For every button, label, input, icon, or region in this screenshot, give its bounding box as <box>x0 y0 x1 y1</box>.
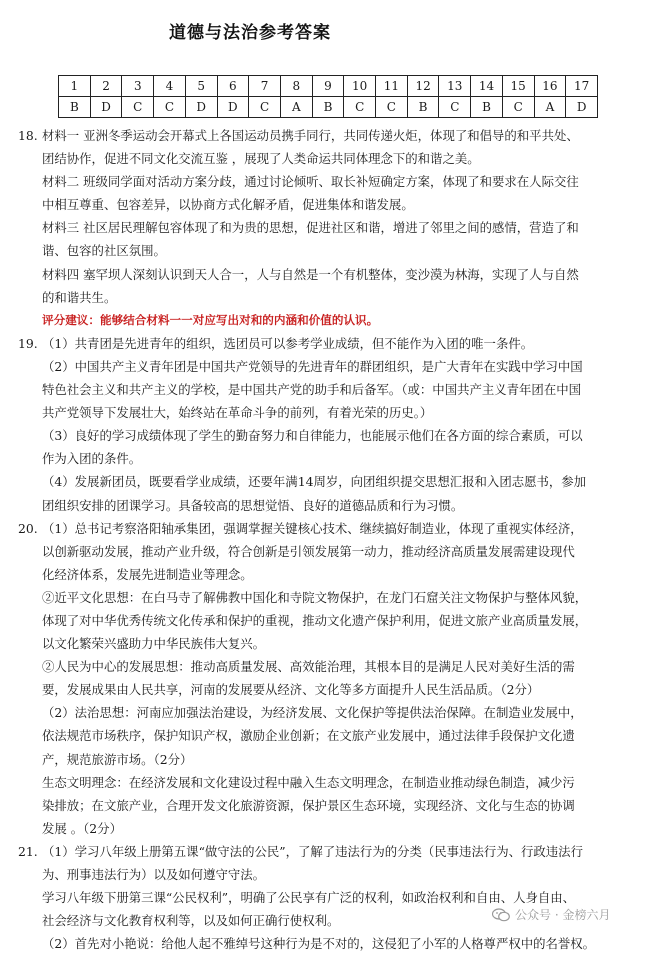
question-number: 12 <box>407 76 439 97</box>
question-number: 4 <box>154 76 186 97</box>
question-number: 8 <box>280 76 312 97</box>
watermark-text: 公众号 · 金榜六月 <box>515 908 611 922</box>
question-number: 14 <box>471 76 503 97</box>
question-number: 11 <box>376 76 408 97</box>
question-number: 13 <box>439 76 471 97</box>
answer-line: 以文化繁荣兴盛助力中华民族伟大复兴。 <box>42 636 266 652</box>
answer-line: 化经济体系，发展先进制造业等理念。 <box>42 566 253 582</box>
answer-line: （2）法治思想：河南应加强法治建设，为经济发展、文化保护等提供法治保障。在制造业发展中， <box>42 705 583 721</box>
page-title: 道德与法治参考答案 <box>169 23 331 43</box>
answer-letter: B <box>471 97 503 118</box>
question-number-label: 19. <box>18 335 38 351</box>
answer-letter: B <box>312 97 344 118</box>
question-21 <box>18 840 646 955</box>
answer-line: 材料四 塞罕坝人深刻认识到天人合一，人与自然是一个有机整体，变沙漠为林海，实现了人与自然 <box>42 266 579 282</box>
answer-line: 共产党领导下发展壮大，始终站在革命斗争的前列，有着光荣的历史。） <box>42 405 433 421</box>
answer-line: 的和谐共生。 <box>42 289 117 305</box>
answer-letter: C <box>122 97 154 118</box>
answer-line: （3）良好的学习成绩体现了学生的勤奋努力和自律能力，也能展示他们在各方面的综合素质，可以 <box>42 428 583 444</box>
scoring-note: 评分建议：能够结合材料一一对应写出对和的内涵和价值的认识。 <box>42 312 379 327</box>
question-number: 9 <box>312 76 344 97</box>
answer-line: 发展 。（2分） <box>42 820 122 836</box>
answer-line: 材料三 社区居民理解包容体现了和为贵的思想，促进社区和谐，增进了邻里之间的感情，营造了和 <box>42 220 579 236</box>
answer-content <box>18 124 646 955</box>
answer-letter: B <box>407 97 439 118</box>
question-number: 10 <box>344 76 376 97</box>
answer-line: 团组织安排的团课学习。具备较高的思想觉悟、良好的道德品质和行为习惯。 <box>42 497 464 513</box>
answer-letter: C <box>154 97 186 118</box>
answer-line: 中相互尊重、包容差异，以协商方式化解矛盾，促进集体和谐发展。 <box>42 197 414 213</box>
answer-letter: C <box>439 97 471 118</box>
question-number-label: 20. <box>18 520 38 536</box>
answer-line: 以创新驱动发展，推动产业升级，符合创新是引领发展第一动力，推动经济高质量发展需建设现代 <box>42 543 575 559</box>
answer-line: （2）中国共产主义青年团是中国共产党领导的先进青年的群团组织，是广大青年在实践中学习中国 <box>42 358 583 374</box>
question-number: 15 <box>502 76 534 97</box>
answer-line: 19. （1）共青团是先进青年的组织，选团员可以参考学业成绩，但不能作为入团的唯一条件。 <box>18 332 646 355</box>
answer-table-answer-row <box>59 97 598 118</box>
answer-line: 依法规范市场秩序，保护知识产权，激励企业创新；在文旅产业发展中，通过法律手段保护文化遗 <box>42 728 575 744</box>
answer-line: （4）发展新团员，既要看学业成绩，还要年满14周岁，向团组织提交思想汇报和入团志愿书，参加 <box>42 474 587 490</box>
answer-line: 生态文明理念：在经济发展和文化建设过程中融入生态文明理念，在制造业推动绿色制造，减少污 <box>42 774 575 790</box>
answer-line: 作为入团的条件。 <box>42 451 142 467</box>
answer-line: 20. （1）总书记考察洛阳轴承集团，强调掌握关键核心技术、继续搞好制造业，体现了重视实体经济， <box>18 517 646 540</box>
answer-line: 特色社会主义和共产主义的学校，是中国共产党的助手和后备军。（或：中国共产主义青年团在中国 <box>42 382 581 398</box>
answer-letter: D <box>566 97 598 118</box>
question-18 <box>18 124 646 332</box>
question-number: 5 <box>185 76 217 97</box>
answer-line: 材料二 班级同学面对活动方案分歧，通过讨论倾听、取长补短确定方案，体现了和要求在人际交往 <box>42 174 579 190</box>
answer-table <box>58 75 598 118</box>
question-19 <box>18 332 646 517</box>
answer-line: 谐、包容的社区氛围。 <box>42 243 166 259</box>
answer-line: 社会经济与文化教育权利等，以及如何正确行使权利。 <box>42 913 340 929</box>
answer-line: 体现了对中华优秀传统文化传承和保护的重视，推动文化遗产保护利用，促进文旅产业高质量发展， <box>42 612 588 628</box>
answer-letter: C <box>249 97 281 118</box>
answer-line: 学习八年级下册第三课“公民权利”，明确了公民享有广泛的权利，如政治权利和自由、人身自由、 <box>42 890 576 906</box>
answer-line: 18. 材料一 亚洲冬季运动会开幕式上各国运动员携手同行，共同传递火炬，体现了和倡导的和平共处、 <box>18 124 646 147</box>
answer-letter: C <box>376 97 408 118</box>
answer-letter: A <box>534 97 566 118</box>
answer-line: 为、刑事违法行为）以及如何遵守守法。 <box>42 867 266 882</box>
question-number: 16 <box>534 76 566 97</box>
answer-letter: B <box>59 97 91 118</box>
question-number-label: 21. <box>18 843 38 859</box>
answer-letter: C <box>502 97 534 118</box>
answer-line: ②近平文化思想：在白马寺了解佛教中国化和寺院文物保护，在龙门石窟关注文物保护与整体风貌， <box>42 589 588 605</box>
answer-letter: C <box>344 97 376 118</box>
question-number: 2 <box>90 76 122 97</box>
question-number: 1 <box>59 76 91 97</box>
answer-line: 团结协作，促进不同文化交流互鉴 ，展现了人类命运共同体理念下的和谐之美。 <box>42 151 480 167</box>
question-number: 17 <box>566 76 598 97</box>
answer-line: （2）首先对小艳说：给他人起不雅绰号这种行为是不对的，这侵犯了小军的人格尊严权中的名誉权。 <box>42 936 596 952</box>
question-number: 6 <box>217 76 249 97</box>
question-number: 7 <box>249 76 281 97</box>
watermark <box>492 906 610 923</box>
question-number-label: 18. <box>18 128 38 143</box>
answer-line: 21. （1）学习八年级上册第五课“做守法的公民”，了解了违法行为的分类（民事违法行为、行政违法行 <box>18 840 646 863</box>
answer-table-number-row <box>59 76 598 97</box>
answer-letter: D <box>217 97 249 118</box>
answer-line: 要，发展成果由人民共享，河南的发展要从经济、文化等多方面提升人民生活品质。（2分） <box>42 682 540 698</box>
answer-letter: D <box>185 97 217 118</box>
answer-letter: A <box>280 97 312 118</box>
wechat-icon <box>492 908 510 922</box>
question-number: 3 <box>122 76 154 97</box>
answer-letter: D <box>90 97 122 118</box>
answer-line: 染排放；在文旅产业，合理开发文化旅游资源，保护景区生态环境，实现经济、文化与生态的协调 <box>42 797 575 813</box>
answer-line: ②人民为中心的发展思想：推动高质量发展、高效能治理，其根本目的是满足人民对美好生活的需 <box>42 659 575 675</box>
answer-line: 产，规范旅游市场。（2分） <box>42 751 193 767</box>
question-20 <box>18 517 646 840</box>
